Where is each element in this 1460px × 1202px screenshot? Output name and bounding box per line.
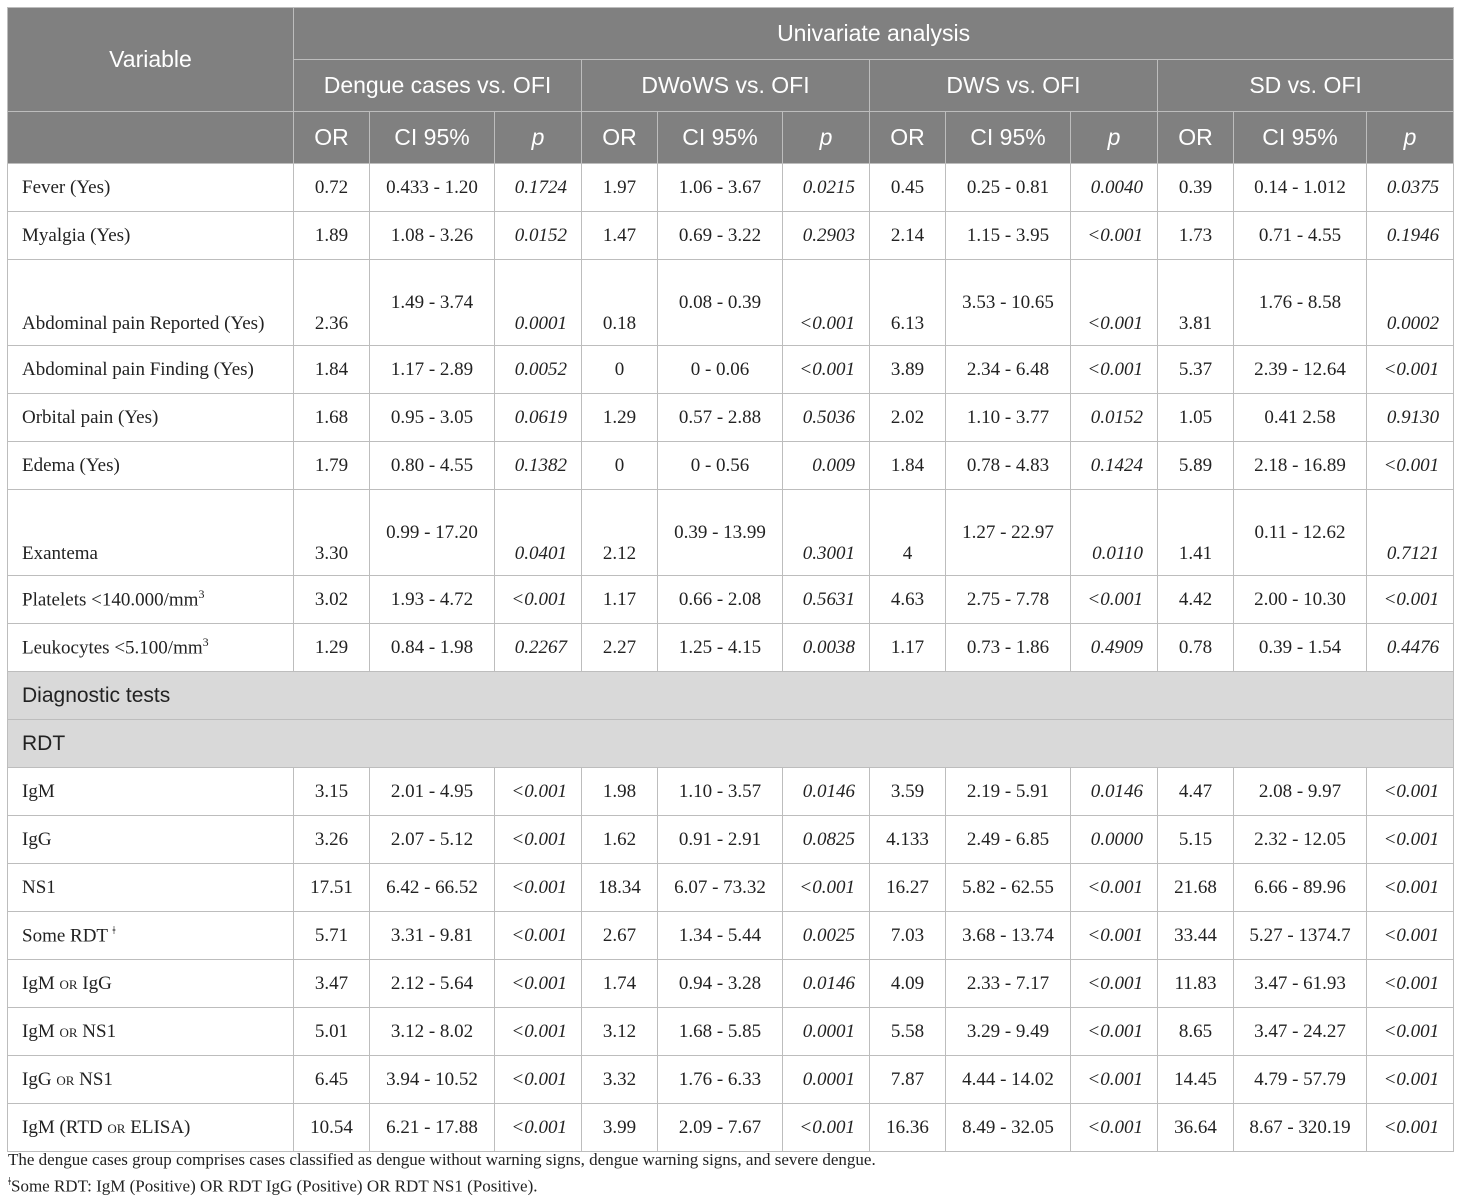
- table-row: [8, 490, 1454, 576]
- table-row: [8, 864, 1454, 912]
- table-row: [8, 1104, 1454, 1152]
- ci-value: 1.25 - 4.15: [658, 624, 783, 672]
- p-value: <0.001: [1071, 1104, 1158, 1152]
- p-value: 0.0001: [783, 1008, 870, 1056]
- ci-value: 3.47 - 24.27: [1234, 1008, 1367, 1056]
- blank-header-cell: [8, 112, 294, 164]
- table-row: [8, 960, 1454, 1008]
- p-value: <0.001: [783, 1104, 870, 1152]
- ci-header: CI 95%: [1234, 112, 1367, 164]
- p-value: <0.001: [1367, 912, 1454, 960]
- or-value: 2.02: [870, 394, 946, 442]
- footnote-mark: ǂ: [112, 923, 116, 938]
- or-value: 3.99: [582, 1104, 658, 1152]
- or-value: 3.32: [582, 1056, 658, 1104]
- p-value: <0.001: [1071, 1056, 1158, 1104]
- ci-value: 2.34 - 6.48: [946, 346, 1071, 394]
- p-value: 0.0001: [783, 1056, 870, 1104]
- ci-value: 6.21 - 17.88: [370, 1104, 495, 1152]
- or-value: 3.30: [294, 490, 370, 576]
- or-value: 11.83: [1158, 960, 1234, 1008]
- or-value: 6.13: [870, 260, 946, 346]
- p-value: 0.0152: [495, 212, 582, 260]
- p-value: 0.4909: [1071, 624, 1158, 672]
- variable-cell: [8, 164, 294, 212]
- p-value: 0.9130: [1367, 394, 1454, 442]
- variable-cell: [8, 394, 294, 442]
- ci-value: 2.08 - 9.97: [1234, 768, 1367, 816]
- or-value: 4.47: [1158, 768, 1234, 816]
- variable-cell: [8, 912, 294, 960]
- or-value: 1.84: [870, 442, 946, 490]
- ci-value: 0.57 - 2.88: [658, 394, 783, 442]
- ci-value: 1.49 - 3.74: [370, 260, 495, 346]
- ci-header: CI 95%: [946, 112, 1071, 164]
- ci-value: 1.10 - 3.77: [946, 394, 1071, 442]
- p-value: 0.0619: [495, 394, 582, 442]
- unit-exponent: 3: [202, 635, 209, 650]
- ci-value: 0.95 - 3.05: [370, 394, 495, 442]
- or-value: 18.34: [582, 864, 658, 912]
- table-row: [8, 1008, 1454, 1056]
- variable-cell: [8, 624, 294, 672]
- or-value: 5.89: [1158, 442, 1234, 490]
- p-value: <0.001: [495, 576, 582, 624]
- p-value: 0.0038: [783, 624, 870, 672]
- ci-value: 3.12 - 8.02: [370, 1008, 495, 1056]
- or-value: 14.45: [1158, 1056, 1234, 1104]
- ci-value: 0.14 - 1.012: [1234, 164, 1367, 212]
- variable-label: Edema (Yes): [22, 454, 120, 476]
- or-value: 5.71: [294, 912, 370, 960]
- ci-value: 2.32 - 12.05: [1234, 816, 1367, 864]
- group-header: SD vs. OFI: [1158, 60, 1454, 112]
- ci-value: 1.76 - 6.33: [658, 1056, 783, 1104]
- p-value: <0.001: [783, 864, 870, 912]
- ci-value: 0.11 - 12.62: [1234, 490, 1367, 576]
- table-row: [8, 768, 1454, 816]
- section-row: [8, 672, 1454, 720]
- or-value: 2.67: [582, 912, 658, 960]
- or-value: 17.51: [294, 864, 370, 912]
- or-value: 4.63: [870, 576, 946, 624]
- p-value: <0.001: [495, 960, 582, 1008]
- variable-label: Platelets <140.000/mm: [22, 589, 199, 611]
- ci-value: 2.49 - 6.85: [946, 816, 1071, 864]
- ci-value: 3.68 - 13.74: [946, 912, 1071, 960]
- p-value: 0.0146: [783, 960, 870, 1008]
- ci-header: CI 95%: [370, 112, 495, 164]
- ci-value: 6.07 - 73.32: [658, 864, 783, 912]
- variable-label: Exantema: [22, 543, 98, 564]
- p-value: <0.001: [1071, 960, 1158, 1008]
- or-value: 1.79: [294, 442, 370, 490]
- ci-value: 0.66 - 2.08: [658, 576, 783, 624]
- table-row: [8, 442, 1454, 490]
- p-value: <0.001: [783, 346, 870, 394]
- or-value: 5.15: [1158, 816, 1234, 864]
- p-value: <0.001: [1071, 212, 1158, 260]
- table-row: [8, 164, 1454, 212]
- or-value: 1.47: [582, 212, 658, 260]
- group-header: DWoWS vs. OFI: [582, 60, 870, 112]
- variable-label: Fever (Yes): [22, 176, 111, 198]
- variable-label: Abdominal pain Finding (Yes): [22, 358, 254, 380]
- univariate-table: [7, 7, 1454, 1152]
- p-value: <0.001: [1367, 442, 1454, 490]
- ci-value: 3.31 - 9.81: [370, 912, 495, 960]
- ci-value: 0.71 - 4.55: [1234, 212, 1367, 260]
- p-value: <0.001: [495, 1104, 582, 1152]
- ci-value: 0.78 - 4.83: [946, 442, 1071, 490]
- p-header: p: [1367, 112, 1454, 164]
- ci-value: 0.99 - 17.20: [370, 490, 495, 576]
- table-row: [8, 1056, 1454, 1104]
- or-header: OR: [1158, 112, 1234, 164]
- ci-value: 8.67 - 320.19: [1234, 1104, 1367, 1152]
- or-value: 1.84: [294, 346, 370, 394]
- label-operator: OR: [59, 1024, 78, 1040]
- variable-label: Orbital pain (Yes): [22, 406, 159, 428]
- p-value: 0.0146: [783, 768, 870, 816]
- label-part: NS1: [82, 1020, 117, 1042]
- variable-cell: [8, 212, 294, 260]
- ci-value: 1.93 - 4.72: [370, 576, 495, 624]
- or-value: 2.14: [870, 212, 946, 260]
- p-value: 0.0401: [495, 490, 582, 576]
- or-value: 3.12: [582, 1008, 658, 1056]
- p-value: <0.001: [783, 260, 870, 346]
- or-value: 0.45: [870, 164, 946, 212]
- ci-value: 6.42 - 66.52: [370, 864, 495, 912]
- ci-value: 2.75 - 7.78: [946, 576, 1071, 624]
- ci-value: 6.66 - 89.96: [1234, 864, 1367, 912]
- p-value: 0.0025: [783, 912, 870, 960]
- label-part: IgG: [22, 1068, 52, 1090]
- or-value: 1.41: [1158, 490, 1234, 576]
- variable-cell: [8, 1056, 294, 1104]
- or-value: 4: [870, 490, 946, 576]
- p-value: 0.009: [783, 442, 870, 490]
- p-value: <0.001: [1367, 1104, 1454, 1152]
- or-value: 7.87: [870, 1056, 946, 1104]
- p-value: 0.5036: [783, 394, 870, 442]
- or-value: 0.18: [582, 260, 658, 346]
- variable-label: Some RDT: [22, 925, 108, 947]
- p-value: <0.001: [1071, 576, 1158, 624]
- p-value: <0.001: [495, 1056, 582, 1104]
- or-value: 5.37: [1158, 346, 1234, 394]
- ci-value: 0.91 - 2.91: [658, 816, 783, 864]
- ci-value: 2.18 - 16.89: [1234, 442, 1367, 490]
- ci-value: 1.68 - 5.85: [658, 1008, 783, 1056]
- ci-value: 1.08 - 3.26: [370, 212, 495, 260]
- label-operator: OR: [59, 976, 78, 992]
- variable-label: Myalgia (Yes): [22, 224, 131, 246]
- footnote-mark: ǂ: [8, 1174, 11, 1188]
- table-row: [8, 260, 1454, 346]
- table-row: [8, 346, 1454, 394]
- ci-value: 2.19 - 5.91: [946, 768, 1071, 816]
- p-value: 0.0001: [495, 260, 582, 346]
- or-value: 1.74: [582, 960, 658, 1008]
- ci-value: 0 - 0.56: [658, 442, 783, 490]
- p-value: <0.001: [1071, 260, 1158, 346]
- p-value: 0.0375: [1367, 164, 1454, 212]
- table-row: [8, 576, 1454, 624]
- analysis-title: Univariate analysis: [294, 8, 1454, 60]
- or-value: 1.29: [294, 624, 370, 672]
- or-value: 1.05: [1158, 394, 1234, 442]
- ci-value: 0.39 - 13.99: [658, 490, 783, 576]
- group-header: DWS vs. OFI: [870, 60, 1158, 112]
- p-value: <0.001: [1071, 864, 1158, 912]
- or-value: 2.27: [582, 624, 658, 672]
- label-part: IgM: [22, 1020, 55, 1042]
- p-value: <0.001: [1367, 1056, 1454, 1104]
- unit-exponent: 3: [198, 587, 205, 602]
- or-value: 1.17: [582, 576, 658, 624]
- p-value: <0.001: [1071, 912, 1158, 960]
- p-value: 0.1424: [1071, 442, 1158, 490]
- p-value: 0.0040: [1071, 164, 1158, 212]
- group-header: Dengue cases vs. OFI: [294, 60, 582, 112]
- or-value: 2.36: [294, 260, 370, 346]
- p-value: <0.001: [1367, 576, 1454, 624]
- ci-value: 2.39 - 12.64: [1234, 346, 1367, 394]
- p-value: 0.0825: [783, 816, 870, 864]
- p-value: 0.1724: [495, 164, 582, 212]
- variable-cell: [8, 864, 294, 912]
- p-value: 0.0152: [1071, 394, 1158, 442]
- or-header: OR: [294, 112, 370, 164]
- or-value: 1.62: [582, 816, 658, 864]
- label-part: IgG: [82, 972, 112, 994]
- variable-cell: [8, 490, 294, 576]
- p-value: 0.2267: [495, 624, 582, 672]
- section-row: [8, 720, 1454, 768]
- variable-cell: [8, 816, 294, 864]
- or-value: 1.29: [582, 394, 658, 442]
- p-value: <0.001: [495, 864, 582, 912]
- variable-cell: [8, 442, 294, 490]
- or-value: 0: [582, 346, 658, 394]
- p-value: 0.2903: [783, 212, 870, 260]
- p-value: 0.5631: [783, 576, 870, 624]
- p-header: p: [495, 112, 582, 164]
- ci-value: 5.82 - 62.55: [946, 864, 1071, 912]
- or-value: 0: [582, 442, 658, 490]
- or-value: 5.01: [294, 1008, 370, 1056]
- ci-value: 5.27 - 1374.7: [1234, 912, 1367, 960]
- or-value: 1.97: [582, 164, 658, 212]
- ci-value: 3.29 - 9.49: [946, 1008, 1071, 1056]
- label-part: ELISA): [130, 1116, 191, 1138]
- p-value: 0.0002: [1367, 260, 1454, 346]
- or-value: 16.36: [870, 1104, 946, 1152]
- label-operator: OR: [56, 1072, 75, 1088]
- p-value: <0.001: [1367, 816, 1454, 864]
- ci-value: 1.27 - 22.97: [946, 490, 1071, 576]
- footnote-some-rdt: [8, 1174, 538, 1197]
- or-value: 4.133: [870, 816, 946, 864]
- ci-value: 0.73 - 1.86: [946, 624, 1071, 672]
- ci-value: 8.49 - 32.05: [946, 1104, 1071, 1152]
- ci-value: 2.12 - 5.64: [370, 960, 495, 1008]
- ci-value: 1.10 - 3.57: [658, 768, 783, 816]
- variable-label: NS1: [22, 876, 56, 898]
- or-value: 33.44: [1158, 912, 1234, 960]
- or-value: 3.89: [870, 346, 946, 394]
- ci-value: 3.47 - 61.93: [1234, 960, 1367, 1008]
- variable-cell: [8, 260, 294, 346]
- p-value: <0.001: [1367, 960, 1454, 1008]
- p-value: <0.001: [1071, 1008, 1158, 1056]
- ci-value: 3.53 - 10.65: [946, 260, 1071, 346]
- ci-value: 0.25 - 0.81: [946, 164, 1071, 212]
- or-value: 0.39: [1158, 164, 1234, 212]
- table-row: [8, 816, 1454, 864]
- ci-value: 2.33 - 7.17: [946, 960, 1071, 1008]
- p-value: <0.001: [1071, 346, 1158, 394]
- ci-value: 4.79 - 57.79: [1234, 1056, 1367, 1104]
- p-value: 0.0000: [1071, 816, 1158, 864]
- or-value: 10.54: [294, 1104, 370, 1152]
- ci-value: 2.00 - 10.30: [1234, 576, 1367, 624]
- ci-value: 1.15 - 3.95: [946, 212, 1071, 260]
- or-value: 1.73: [1158, 212, 1234, 260]
- table-row: [8, 212, 1454, 260]
- variable-cell: [8, 1008, 294, 1056]
- or-header: OR: [870, 112, 946, 164]
- ci-value: 0.94 - 3.28: [658, 960, 783, 1008]
- ci-value: 0.08 - 0.39: [658, 260, 783, 346]
- ci-value: 1.17 - 2.89: [370, 346, 495, 394]
- or-value: 16.27: [870, 864, 946, 912]
- or-value: 7.03: [870, 912, 946, 960]
- ci-value: 2.09 - 7.67: [658, 1104, 783, 1152]
- table-row: [8, 394, 1454, 442]
- variable-cell: [8, 960, 294, 1008]
- or-value: 2.12: [582, 490, 658, 576]
- ci-value: 2.07 - 5.12: [370, 816, 495, 864]
- or-value: 1.68: [294, 394, 370, 442]
- ci-value: 0.84 - 1.98: [370, 624, 495, 672]
- ci-value: 0.69 - 3.22: [658, 212, 783, 260]
- or-value: 36.64: [1158, 1104, 1234, 1152]
- variable-cell: [8, 576, 294, 624]
- p-value: 0.3001: [783, 490, 870, 576]
- or-value: 0.72: [294, 164, 370, 212]
- p-value: 0.1382: [495, 442, 582, 490]
- variable-cell: [8, 1104, 294, 1152]
- table-row: [8, 624, 1454, 672]
- p-value: <0.001: [1367, 1008, 1454, 1056]
- p-value: <0.001: [495, 768, 582, 816]
- p-value: 0.4476: [1367, 624, 1454, 672]
- ci-value: 0.39 - 1.54: [1234, 624, 1367, 672]
- or-value: 1.17: [870, 624, 946, 672]
- or-value: 1.98: [582, 768, 658, 816]
- p-value: <0.001: [495, 816, 582, 864]
- ci-value: 0.41 2.58: [1234, 394, 1367, 442]
- variable-header: Variable: [8, 8, 294, 112]
- ci-value: 2.01 - 4.95: [370, 768, 495, 816]
- or-value: 3.81: [1158, 260, 1234, 346]
- variable-label: Leukocytes <5.100/mm: [22, 637, 203, 659]
- or-value: 0.78: [1158, 624, 1234, 672]
- p-value: 0.0215: [783, 164, 870, 212]
- variable-label: Abdominal pain Reported (Yes): [22, 313, 265, 334]
- or-value: 3.26: [294, 816, 370, 864]
- p-value: <0.001: [1367, 346, 1454, 394]
- ci-value: 1.06 - 3.67: [658, 164, 783, 212]
- or-value: 4.42: [1158, 576, 1234, 624]
- label-operator: OR: [107, 1120, 126, 1136]
- footnote-dengue-group: The dengue cases group comprises cases classified as dengue without warning signs, dengue warning signs, and severe dengue.: [8, 1150, 876, 1169]
- p-value: <0.001: [1367, 864, 1454, 912]
- or-value: 3.02: [294, 576, 370, 624]
- label-part: NS1: [79, 1068, 113, 1090]
- ci-value: 0 - 0.06: [658, 346, 783, 394]
- p-value: 0.0052: [495, 346, 582, 394]
- or-value: 6.45: [294, 1056, 370, 1104]
- p-value: 0.0146: [1071, 768, 1158, 816]
- or-value: 4.09: [870, 960, 946, 1008]
- label-part: IgM: [22, 972, 55, 994]
- or-value: 21.68: [1158, 864, 1234, 912]
- ci-value: 1.76 - 8.58: [1234, 260, 1367, 346]
- ci-value: 0.433 - 1.20: [370, 164, 495, 212]
- table-row: [8, 912, 1454, 960]
- ci-value: 4.44 - 14.02: [946, 1056, 1071, 1104]
- p-value: 0.0110: [1071, 490, 1158, 576]
- p-value: <0.001: [495, 1008, 582, 1056]
- variable-label: IgG: [22, 828, 52, 850]
- p-value: <0.001: [495, 912, 582, 960]
- ci-value: 0.80 - 4.55: [370, 442, 495, 490]
- section-label: RDT: [8, 720, 1454, 768]
- variable-cell: [8, 768, 294, 816]
- ci-value: 1.34 - 5.44: [658, 912, 783, 960]
- p-header: p: [783, 112, 870, 164]
- ci-value: 3.94 - 10.52: [370, 1056, 495, 1104]
- variable-label: IgM: [22, 780, 55, 802]
- p-value: 0.1946: [1367, 212, 1454, 260]
- section-label: Diagnostic tests: [8, 672, 1454, 720]
- p-header: p: [1071, 112, 1158, 164]
- label-part: IgM (RTD: [22, 1116, 103, 1138]
- ci-header: CI 95%: [658, 112, 783, 164]
- or-header: OR: [582, 112, 658, 164]
- variable-cell: [8, 346, 294, 394]
- p-value: 0.7121: [1367, 490, 1454, 576]
- footnote-text: Some RDT: IgM (Positive) OR RDT IgG (Positive) OR RDT NS1 (Positive).: [11, 1176, 538, 1196]
- or-value: 8.65: [1158, 1008, 1234, 1056]
- p-value: <0.001: [1367, 768, 1454, 816]
- or-value: 3.47: [294, 960, 370, 1008]
- or-value: 5.58: [870, 1008, 946, 1056]
- or-value: 3.15: [294, 768, 370, 816]
- or-value: 3.59: [870, 768, 946, 816]
- or-value: 1.89: [294, 212, 370, 260]
